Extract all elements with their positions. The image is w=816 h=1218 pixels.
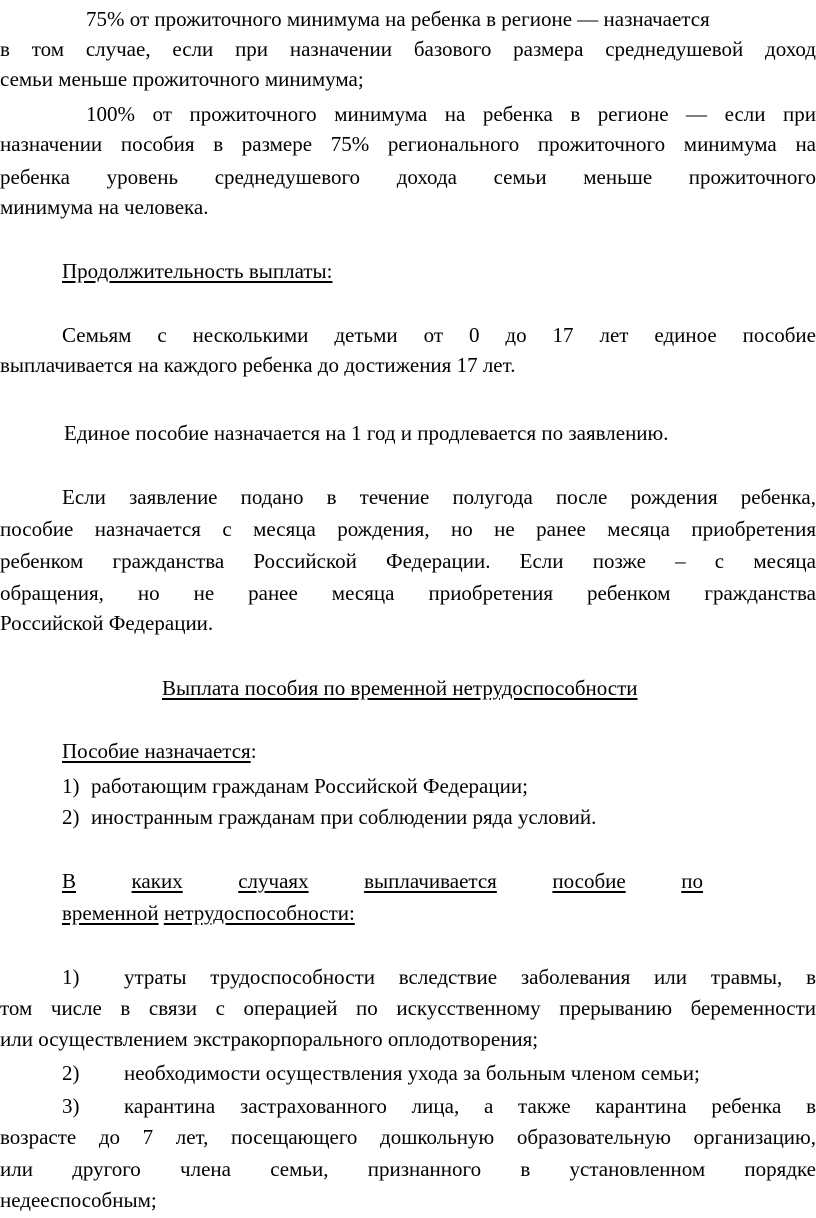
cases-heading-word: случаях — [238, 869, 309, 893]
case-3-line1: карантина застрахованного лица, а также карантина ребенка в — [124, 1094, 816, 1118]
cases-heading-line2 — [0, 900, 355, 926]
para5-line5: Российской Федерации. — [0, 611, 214, 635]
para5-line2: пособие назначается с месяца рождения, но не ранее месяца приобретения — [0, 517, 816, 541]
case-1-line2: том числе в связи с операцией по искусственному прерыванию беременности — [0, 996, 816, 1020]
sick-leave-heading: Выплата пособия по временной нетрудоспособности — [162, 676, 638, 700]
para2-line4: минимума на человека. — [0, 195, 209, 219]
cases-heading-word: В — [62, 869, 77, 893]
assigned-colon: : — [250, 739, 257, 763]
para2-line1: 100% от прожиточного минимума на ребенка в регионе — если при — [86, 102, 816, 126]
assigned-item-2-text: иностранным гражданам при соблюдении ряда условий. — [91, 805, 597, 829]
assigned-item-1-number: 1) — [62, 774, 80, 798]
case-2-number: 2) — [62, 1061, 80, 1085]
para5-line1: Если заявление подано в течение полугода после рождения ребенка, — [62, 485, 816, 509]
case-1-line3: или осуществлением экстракорпорального оплодотворения; — [0, 1027, 539, 1051]
case-3-line4: недееспособным; — [0, 1188, 157, 1212]
cases-heading-word: пособие — [552, 869, 626, 893]
assigned-item-2-number: 2) — [62, 805, 80, 829]
cases-heading-word: временной — [62, 901, 159, 925]
para3-line1: Семьям с несколькими детьми от 0 до 17 лет единое пособие — [62, 323, 816, 347]
case-3-line2: возрасте до 7 лет, посещающего дошкольную образовательную организацию, — [0, 1125, 816, 1149]
cases-heading-word: каких — [131, 869, 183, 893]
cases-heading-word: по — [681, 869, 703, 893]
case-3-line3: или другого члена семьи, признанного в установленном порядке — [0, 1157, 816, 1181]
duration-heading: Продолжительность выплаты: — [62, 259, 333, 283]
assigned-label: Пособие назначается — [62, 739, 251, 763]
cases-heading-indent — [0, 900, 62, 926]
para5-line3: ребенком гражданства Российской Федерации. Если позже – с месяца — [0, 549, 816, 573]
assigned-heading — [62, 738, 257, 764]
para4: Единое пособие назначается на 1 год и продлевается по заявлению. — [64, 421, 669, 445]
para1-line2: в том случае, если при назначении базового размера среднедушевой доход — [0, 37, 816, 61]
para2-line3: ребенка уровень среднедушевого дохода семьи меньше прожиточного — [0, 165, 816, 189]
para2-line2: назначении пособия в размере 75% регионального прожиточного минимума на — [0, 132, 816, 156]
case-2-line1: необходимости осуществления ухода за больным членом семьи; — [124, 1061, 700, 1085]
case-1-line1: утраты трудоспособности вследствие заболевания или травмы, в — [124, 965, 816, 989]
case-1-number: 1) — [62, 965, 80, 989]
para1-line3: семьи меньше прожиточного минимума; — [0, 67, 364, 91]
para5-line4: обращения, но не ранее месяца приобретения ребенком гражданства — [0, 581, 816, 605]
cases-heading-line1 — [62, 868, 703, 894]
para3-line2: выплачивается на каждого ребенка до достижения 17 лет. — [0, 353, 516, 377]
assigned-item-1-text: работающим гражданам Российской Федерации; — [91, 774, 528, 798]
cases-heading-word: выплачивается — [364, 869, 497, 893]
cases-heading-word: нетрудоспособности: — [163, 901, 355, 925]
para1-line1: 75% от прожиточного минимума на ребенка в регионе — назначается — [86, 7, 710, 31]
case-3-number: 3) — [62, 1094, 80, 1118]
